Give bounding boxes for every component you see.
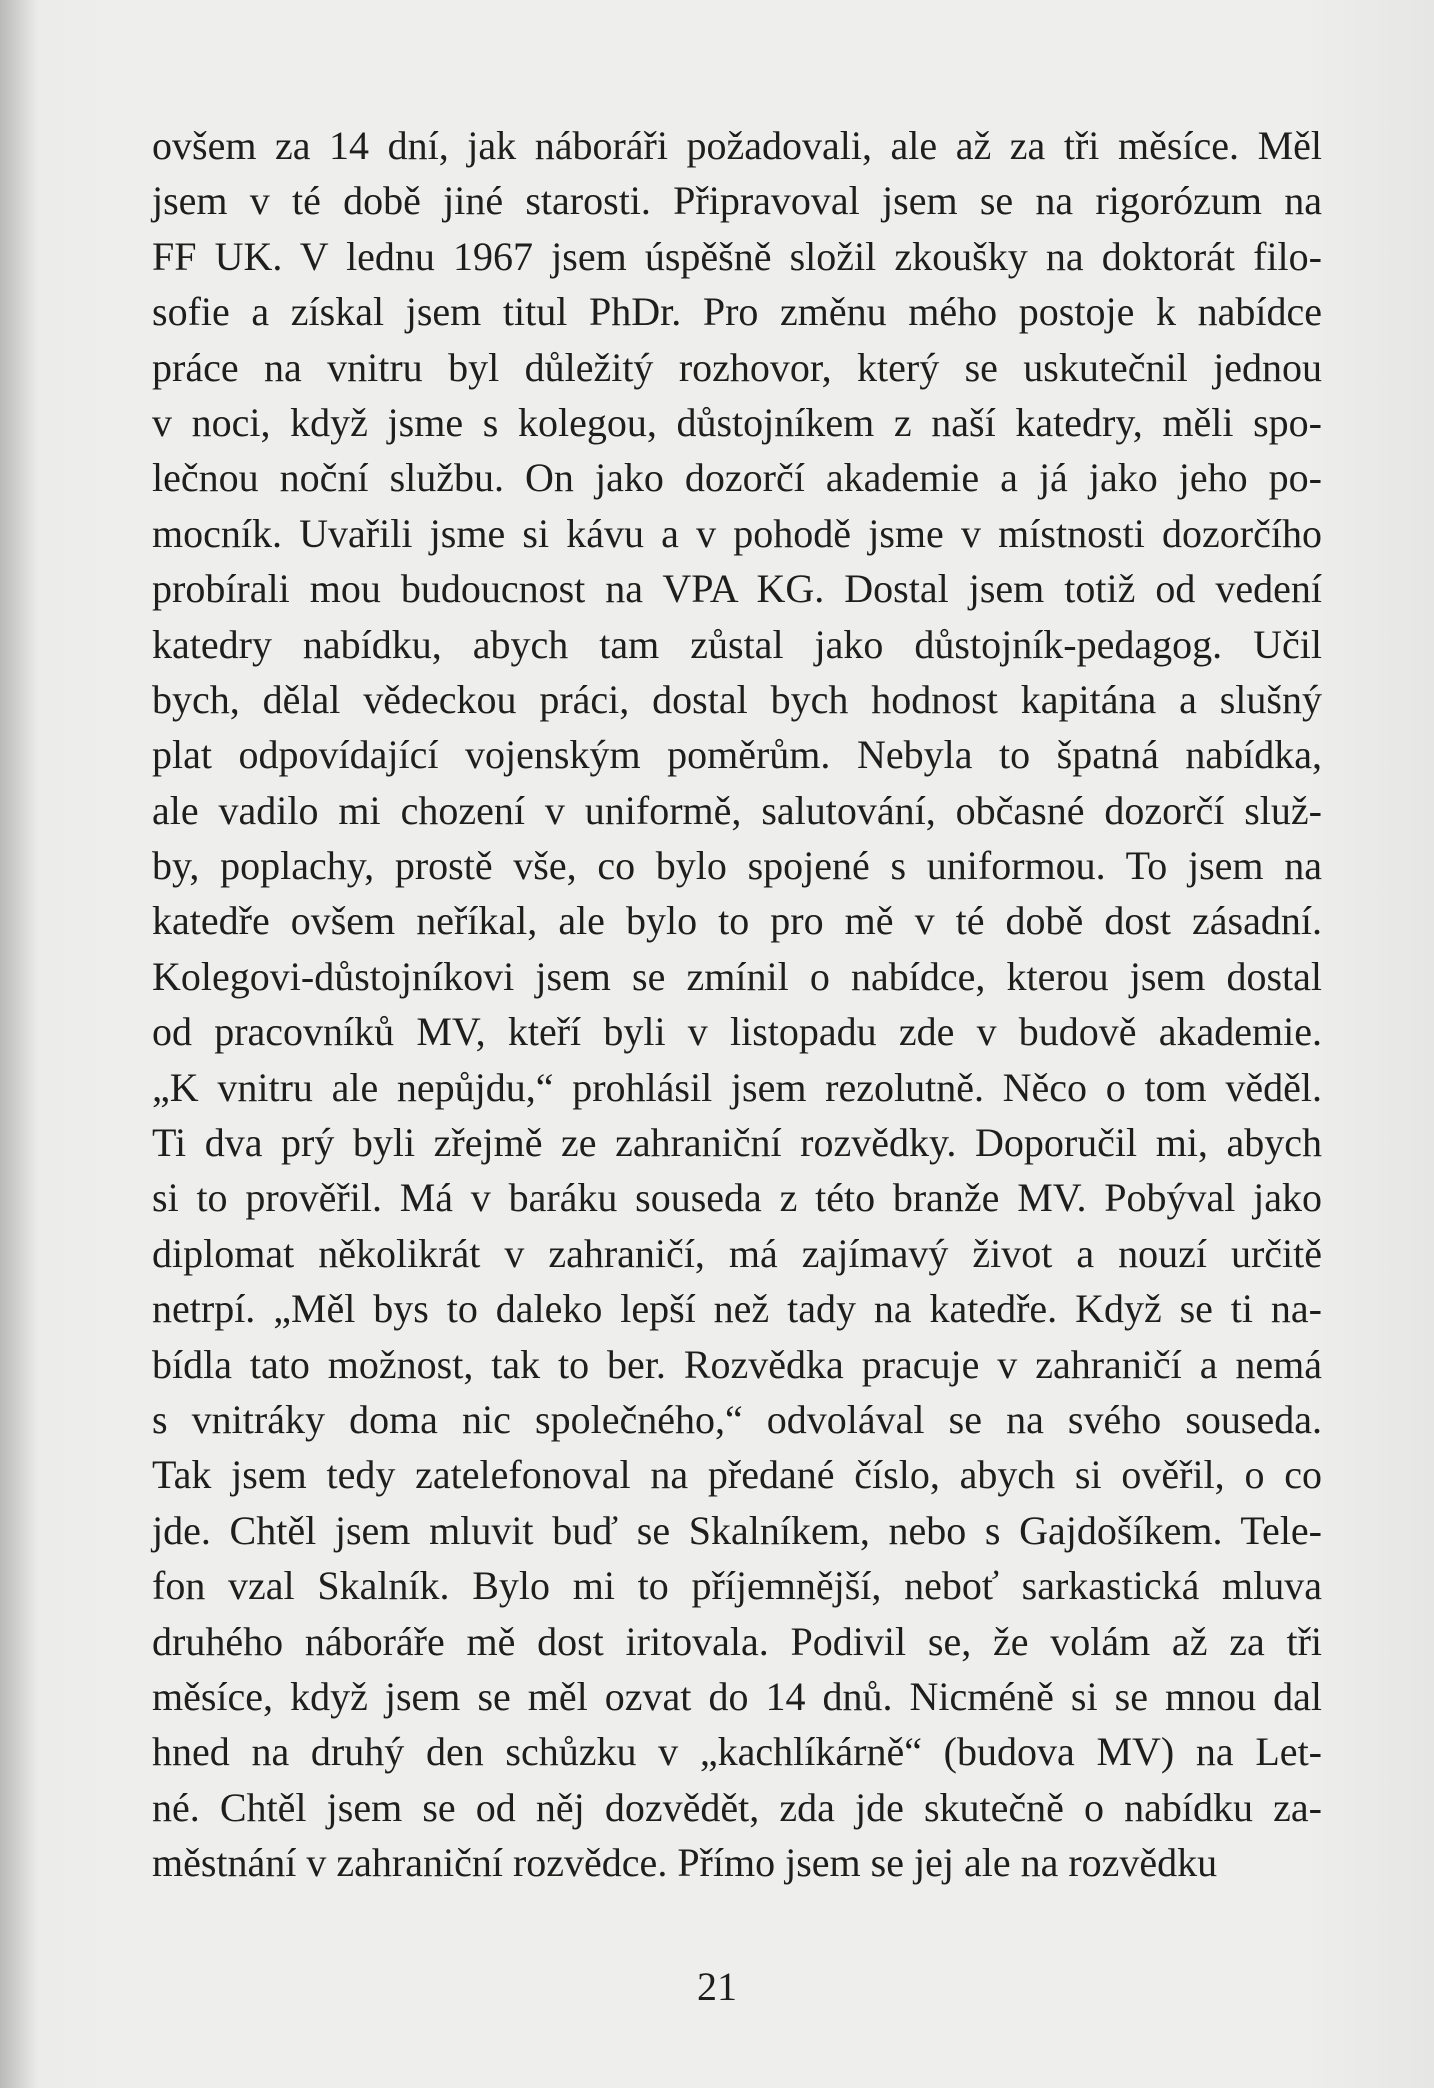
text-line: probírali mou budoucnost na VPA KG. Dostal jsem totiž od vedení [152, 566, 1322, 612]
text-line: s vnitráky doma nic společného,“ odvolával se na svého souseda. [152, 1396, 1322, 1442]
text-line: né. Chtěl jsem se od něj dozvědět, zda jde skutečně o nabídku za- [152, 1784, 1322, 1830]
text-line: Ti dva prý byli zřejmě ze zahraniční rozvědky. Doporučil mi, abych [152, 1120, 1322, 1166]
text-line: ovšem za 14 dní, jak náboráři požadovali, ale až za tři měsíce. Měl [152, 123, 1322, 168]
text-line: katedře ovšem neříkal, ale bylo to pro mě v té době dost zásadní. [152, 898, 1322, 944]
text-line: od pracovníků MV, kteří byli v listopadu zde v budově akademie. [152, 1009, 1322, 1055]
text-line: městnání v zahraniční rozvědce. Přímo jsem se jej ale na rozvědku [152, 1840, 1218, 1886]
text-line: v noci, když jsme s kolegou, důstojníkem z naší katedry, měli spo- [152, 399, 1322, 445]
text-line: Kolegovi-důstojníkovi jsem se zmínil o nabídce, kterou jsem dostal [152, 953, 1322, 999]
text-line: měsíce, když jsem se měl ozvat do 14 dnů. Nicméně si se mnou dal [152, 1673, 1322, 1719]
text-line: Tak jsem tedy zatelefonoval na předané číslo, abych si ověřil, o co [152, 1452, 1322, 1498]
spine-shadow [0, 0, 36, 2088]
text-line: katedry nabídku, abych tam zůstal jako důstojník-pedagog. Učil [152, 621, 1322, 667]
text-line: mocník. Uvařili jsme si kávu a v pohodě jsme v místnosti dozorčího [152, 510, 1322, 556]
text-line: netrpí. „Měl bys to daleko lepší než tady na katedře. Když se ti na- [152, 1286, 1322, 1332]
text-line: ale vadilo mi chození v uniformě, salutování, občasné dozorčí služ- [152, 787, 1322, 833]
text-line: „K vnitru ale nepůjdu,“ prohlásil jsem rezolutně. Něco o tom věděl. [152, 1064, 1322, 1110]
text-line: bídla tato možnost, tak to ber. Rozvědka pracuje v zahraničí a nemá [152, 1341, 1322, 1387]
text-line: jsem v té době jiné starosti. Připravoval jsem se na rigorózum na [152, 178, 1322, 224]
page-number: 21 [697, 1964, 737, 2009]
text-line: diplomat několikrát v zahraničí, má zajímavý život a nouzí určitě [152, 1230, 1322, 1276]
text-line: fon vzal Skalník. Bylo mi to příjemnější, neboť sarkastická mluva [152, 1563, 1322, 1609]
text-line: lečnou noční službu. On jako dozorčí akademie a já jako jeho po- [152, 455, 1322, 501]
text-line: si to prověřil. Má v baráku souseda z této branže MV. Pobýval jako [152, 1175, 1322, 1221]
text-line: by, poplachy, prostě vše, co bylo spojené s uniformou. To jsem na [152, 843, 1322, 889]
text-line: plat odpovídající vojenským poměrům. Nebyla to špatná nabídka, [152, 732, 1322, 778]
text-line: sofie a získal jsem titul PhDr. Pro změnu mého postoje k nabídce [152, 289, 1322, 335]
text-line: bych, dělal vědeckou práci, dostal bych hodnost kapitána a slušný [152, 676, 1322, 722]
text-line: FF UK. V lednu 1967 jsem úspěšně složil zkoušky na doktorát filo- [152, 233, 1322, 279]
body-text [152, 118, 1322, 1891]
text-line: hned na druhý den schůzku v „kachlíkárně“ (budova MV) na Let- [152, 1729, 1322, 1775]
text-line: druhého náboráře mě dost iritovala. Podivil se, že volám až za tři [152, 1618, 1322, 1664]
text-line: jde. Chtěl jsem mluvit buď se Skalníkem, nebo s Gajdošíkem. Tele- [152, 1507, 1322, 1553]
text-line: práce na vnitru byl důležitý rozhovor, který se uskutečnil jednou [152, 344, 1322, 390]
